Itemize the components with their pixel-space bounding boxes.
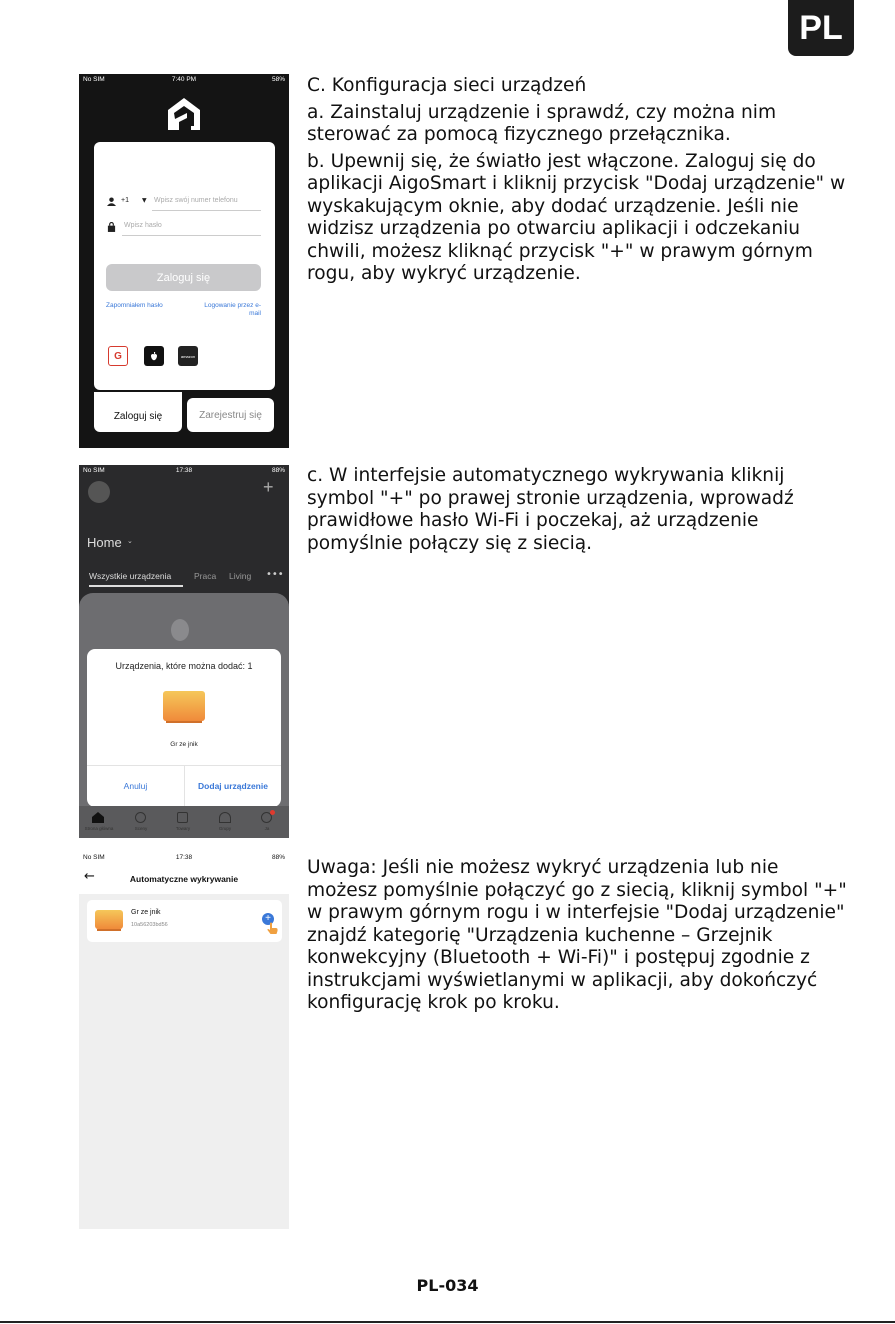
tab-underline — [89, 585, 183, 587]
discovered-device-row[interactable] — [87, 900, 282, 942]
tab-grupy[interactable]: Grupy — [218, 826, 232, 831]
user-icon — [107, 197, 116, 206]
tab-ja[interactable]: Ja — [264, 826, 270, 831]
language-badge: PL — [788, 0, 854, 56]
home-tab-icon[interactable] — [92, 812, 104, 823]
paragraph-b: b. Upewnij się, że światło jest włączone. Zaloguj się do aplikacji AigoSmart i kliknij przycisk "Dodaj urządzenie" w wyskakującym oknie, aby dodać urządzenie. Jeśli nie widzisz urządzenia po otwarciu aplikacji i odczekaniu chwili, możesz kliknąć przycisk "+" w prawym górnym rogu, aby wykryć urządzenie. — [307, 150, 846, 284]
tab-sceny[interactable]: Sceny — [134, 826, 148, 831]
phone-input[interactable] — [152, 195, 261, 211]
amazon-icon[interactable]: amazon — [178, 346, 198, 366]
page-number: PL-034 — [416, 1276, 479, 1295]
goods-tab-icon[interactable] — [177, 812, 188, 823]
heater-icon — [163, 691, 205, 721]
section-note — [307, 857, 847, 1019]
status-time: 7:40 PM — [171, 76, 197, 83]
status-carrier: No SIM — [83, 467, 105, 474]
status-bar — [79, 465, 289, 477]
tab-towary[interactable]: Towary — [175, 826, 191, 831]
section-title: C. Konfiguracja sieci urządzeń — [307, 75, 587, 96]
home-selector[interactable]: Home — [87, 535, 122, 550]
device-name: Gr ze jnik — [131, 909, 161, 916]
add-device-screenshot — [79, 465, 289, 838]
home-logo-icon — [165, 96, 203, 132]
empty-state-icon — [171, 619, 189, 641]
notification-dot — [270, 810, 275, 815]
add-device-dialog — [87, 649, 281, 807]
page-title: Automatyczne wykrywanie — [129, 874, 239, 884]
back-arrow-icon[interactable]: ← — [84, 869, 95, 884]
heater-icon — [95, 910, 123, 929]
cancel-button[interactable]: Anuluj — [123, 781, 148, 791]
bottom-rule — [0, 1321, 895, 1323]
groups-tab-icon[interactable] — [219, 812, 231, 823]
tab-living[interactable]: Living — [229, 571, 252, 581]
add-plus-button[interactable]: + — [263, 477, 274, 497]
login-button[interactable]: Zaloguj się — [106, 264, 261, 291]
status-battery: 88% — [271, 467, 285, 474]
tab-strona-glowna[interactable]: Strona główna — [84, 826, 114, 831]
country-code[interactable]: +1 — [121, 197, 129, 204]
scenes-tab-icon[interactable] — [135, 812, 146, 823]
status-bar — [79, 852, 289, 864]
chevron-down-icon: ▼ — [142, 197, 147, 204]
phone-placeholder: Wpisz swój numer telefonu — [154, 197, 238, 204]
password-input[interactable] — [122, 220, 261, 236]
email-login-link[interactable]: Logowanie przez e-mail — [204, 302, 261, 317]
paragraph-a: a. Zainstaluj urządzenie i sprawdź, czy można nim sterować za pomocą fizycznego przełącznika. — [307, 101, 777, 145]
add-device-button[interactable]: Dodaj urządzenie — [198, 781, 268, 791]
dialog-title: Urządzenia, które można dodać: 1 — [115, 661, 253, 671]
paragraph-c: c. W interfejsie automatycznego wykrywania kliknij symbol "+" po prawej stronie urządzenia, wprowadź prawidłowe hasło Wi-Fi i poczekaj, aż urządzenie pomyślnie połączy się z siecią. — [307, 465, 794, 554]
apple-icon[interactable] — [144, 346, 164, 366]
avatar[interactable] — [88, 481, 110, 503]
note-paragraph: Uwaga: Jeśli nie możesz wykryć urządzenia lub nie możesz pomyślnie połączyć go z siecią, kliknij symbol "+" w prawym górnym rogu i w interfejsie "Dodaj urządzenie" znajdź kategorię "Urządzenia kuchenne – Grzejnik konwekcyjny (Bluetooth + Wi-Fi)" i postępuj zgodnie z instrukcjami wyświetlanymi w aplikacji, aby dokończyć konfigurację krok po kroku. — [307, 857, 847, 1013]
status-battery: 58% — [271, 76, 285, 83]
status-time: 17:38 — [175, 854, 193, 861]
status-carrier: No SIM — [83, 76, 105, 83]
status-battery: 88% — [271, 854, 285, 861]
bottom-tab-bar — [79, 806, 289, 838]
tab-register[interactable]: Zarejestruj się — [187, 398, 274, 432]
password-placeholder: Wpisz hasło — [124, 222, 162, 229]
tab-all-devices[interactable]: Wszystkie urządzenia — [89, 571, 172, 581]
nav-header — [79, 852, 289, 894]
device-id: 10a56203bd56 — [131, 922, 168, 928]
tap-hand-icon — [267, 922, 278, 935]
login-screenshot — [79, 74, 289, 448]
device-name: Gr ze jnik — [170, 741, 198, 748]
login-card — [94, 142, 275, 390]
tab-login[interactable]: Zaloguj się — [113, 410, 163, 422]
forgot-password-link[interactable]: Zapomniałem hasło — [106, 302, 163, 309]
chevron-down-icon: ⌄ — [127, 537, 133, 545]
section-auto-discovery — [307, 465, 847, 559]
tab-praca[interactable]: Praca — [194, 571, 217, 581]
google-icon[interactable]: G — [108, 346, 128, 366]
status-bar — [79, 74, 289, 86]
auto-discovery-screenshot — [79, 852, 289, 1229]
lock-icon — [107, 222, 116, 232]
more-tabs-button[interactable]: ••• — [266, 569, 284, 580]
section-network-config — [307, 75, 847, 290]
status-time: 17:38 — [175, 467, 193, 474]
add-device-plus-icon[interactable]: + — [262, 913, 274, 925]
status-carrier: No SIM — [83, 854, 105, 861]
